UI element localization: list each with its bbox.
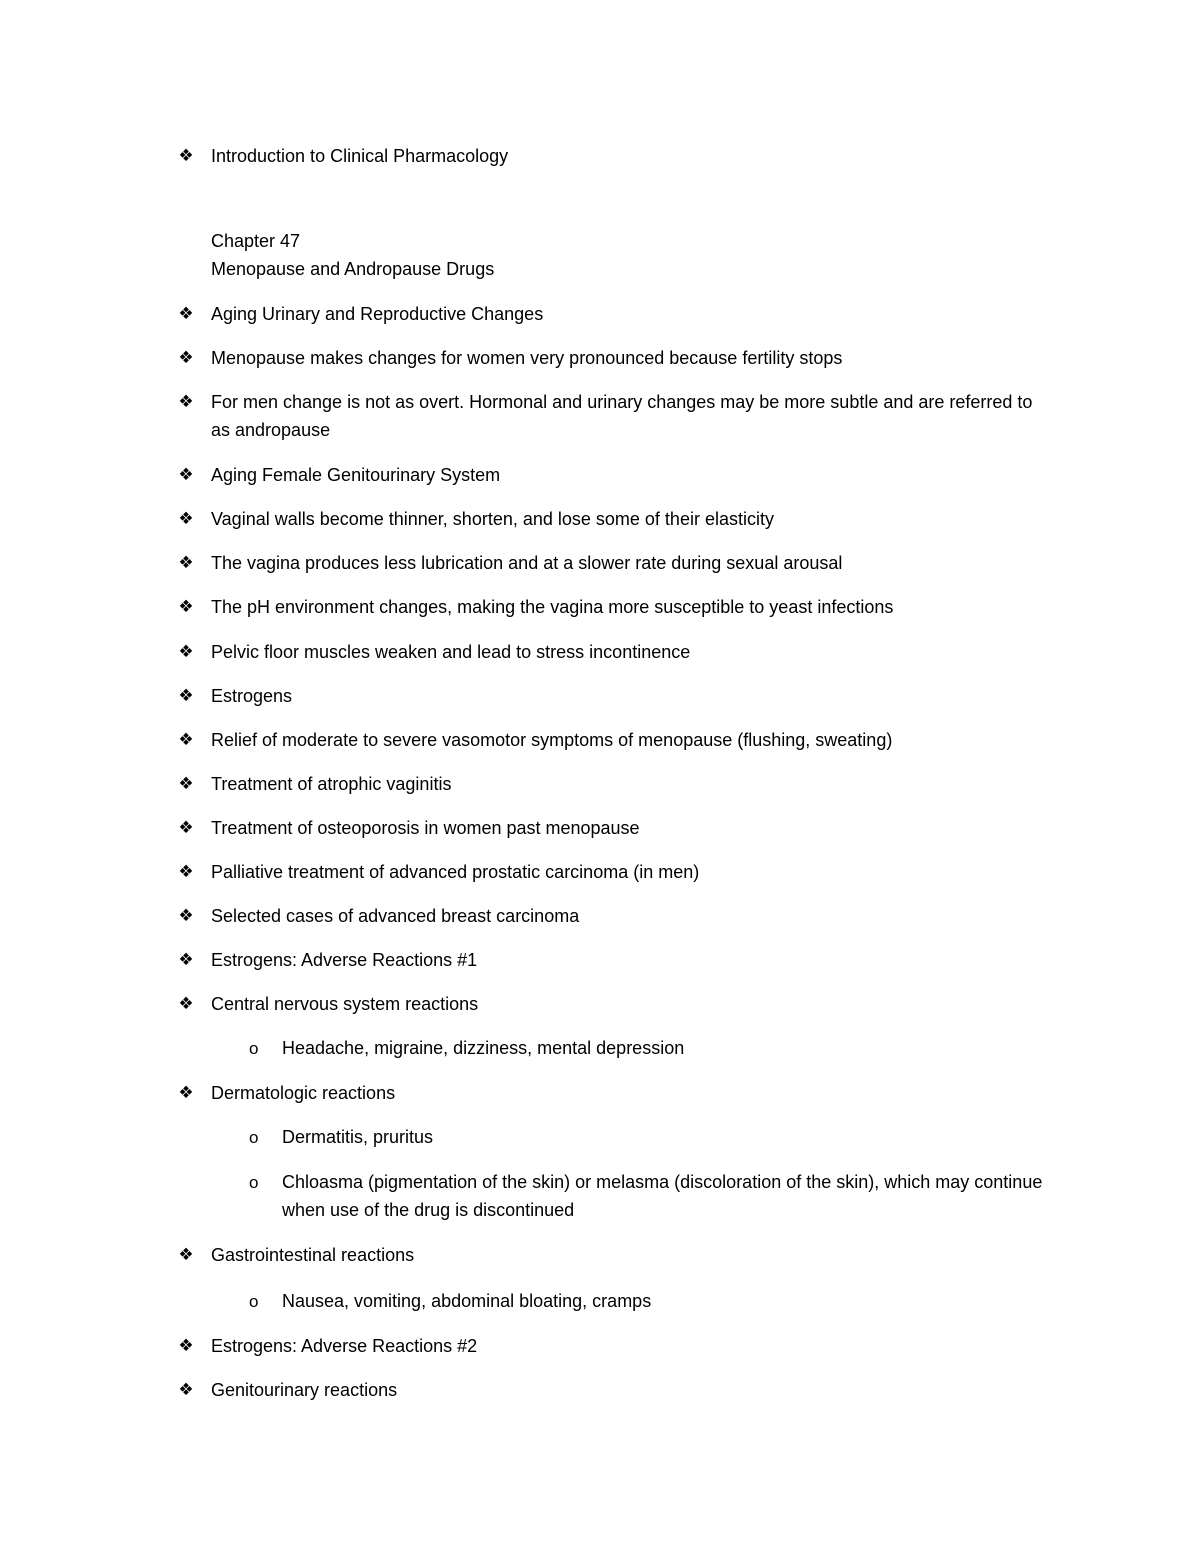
bullet-icon: ❖ — [178, 950, 194, 969]
sub-list-item: Headache, migraine, dizziness, mental depression — [282, 1038, 685, 1058]
chapter-label: Chapter 47 — [211, 231, 301, 251]
bullet-icon: ❖ — [178, 686, 194, 705]
bullet-icon: ❖ — [178, 146, 194, 165]
bullet-icon: ❖ — [178, 994, 194, 1013]
list-item: Estrogens — [211, 686, 293, 706]
list-item: The vagina produces less lubrication and at a slower rate during sexual arousal — [211, 553, 843, 573]
list-item: Central nervous system reactions — [211, 994, 479, 1014]
list-item: Aging Urinary and Reproductive Changes — [211, 304, 544, 324]
list-item: The pH environment changes, making the vagina more susceptible to yeast infections — [211, 597, 894, 617]
list-item: Vaginal walls become thinner, shorten, and lose some of their elasticity — [211, 509, 774, 529]
list-item: Genitourinary reactions — [211, 1380, 398, 1400]
list-item: Treatment of atrophic vaginitis — [211, 774, 452, 794]
bullet-icon: ❖ — [178, 906, 194, 925]
list-item: Pelvic floor muscles weaken and lead to stress incontinence — [211, 642, 691, 662]
sub-list-item: Dermatitis, pruritus — [282, 1127, 434, 1147]
bullet-icon: ❖ — [178, 1336, 194, 1355]
list-item: Aging Female Genitourinary System — [211, 465, 501, 485]
bullet-icon: ❖ — [178, 730, 194, 749]
list-item: Selected cases of advanced breast carcinoma — [211, 906, 580, 926]
sub-bullet-icon: o — [249, 1173, 259, 1192]
bullet-icon: ❖ — [178, 392, 194, 411]
bullet-icon: ❖ — [178, 553, 194, 572]
sub-list-item: Nausea, vomiting, abdominal bloating, cramps — [282, 1291, 652, 1311]
bullet-icon: ❖ — [178, 1083, 194, 1102]
bullet-icon: ❖ — [178, 465, 194, 484]
bullet-icon: ❖ — [178, 862, 194, 881]
bullet-icon: ❖ — [178, 818, 194, 837]
sub-list-item: Chloasma (pigmentation of the skin) or melasma (discoloration of the skin), which may continue when use of the drug is discontinued — [282, 1172, 1043, 1220]
bullet-icon: ❖ — [178, 509, 194, 528]
list-item: For men change is not as overt. Hormonal and urinary changes may be more subtle and are referred to as andropause — [211, 392, 1033, 440]
sub-bullet-icon: o — [249, 1039, 259, 1058]
bullet-icon: ❖ — [178, 304, 194, 323]
chapter-subtitle: Menopause and Andropause Drugs — [211, 259, 495, 279]
bullet-icon: ❖ — [178, 597, 194, 616]
bullet-icon: ❖ — [178, 1380, 194, 1399]
list-item: Estrogens: Adverse Reactions #2 — [211, 1336, 478, 1356]
list-item: Menopause makes changes for women very pronounced because fertility stops — [211, 348, 843, 368]
list-item: Gastrointestinal reactions — [211, 1245, 415, 1265]
bullet-icon: ❖ — [178, 642, 194, 661]
sub-bullet-icon: o — [249, 1128, 259, 1147]
list-item: Relief of moderate to severe vasomotor symptoms of menopause (flushing, sweating) — [211, 730, 893, 750]
bullet-icon: ❖ — [178, 1245, 194, 1264]
bullet-icon: ❖ — [178, 774, 194, 793]
document-title: Introduction to Clinical Pharmacology — [211, 146, 509, 166]
list-item: Treatment of osteoporosis in women past menopause — [211, 818, 640, 838]
list-item: Palliative treatment of advanced prostatic carcinoma (in men) — [211, 862, 700, 882]
list-item: Dermatologic reactions — [211, 1083, 396, 1103]
list-item: Estrogens: Adverse Reactions #1 — [211, 950, 478, 970]
sub-bullet-icon: o — [249, 1292, 259, 1311]
bullet-icon: ❖ — [178, 348, 194, 367]
